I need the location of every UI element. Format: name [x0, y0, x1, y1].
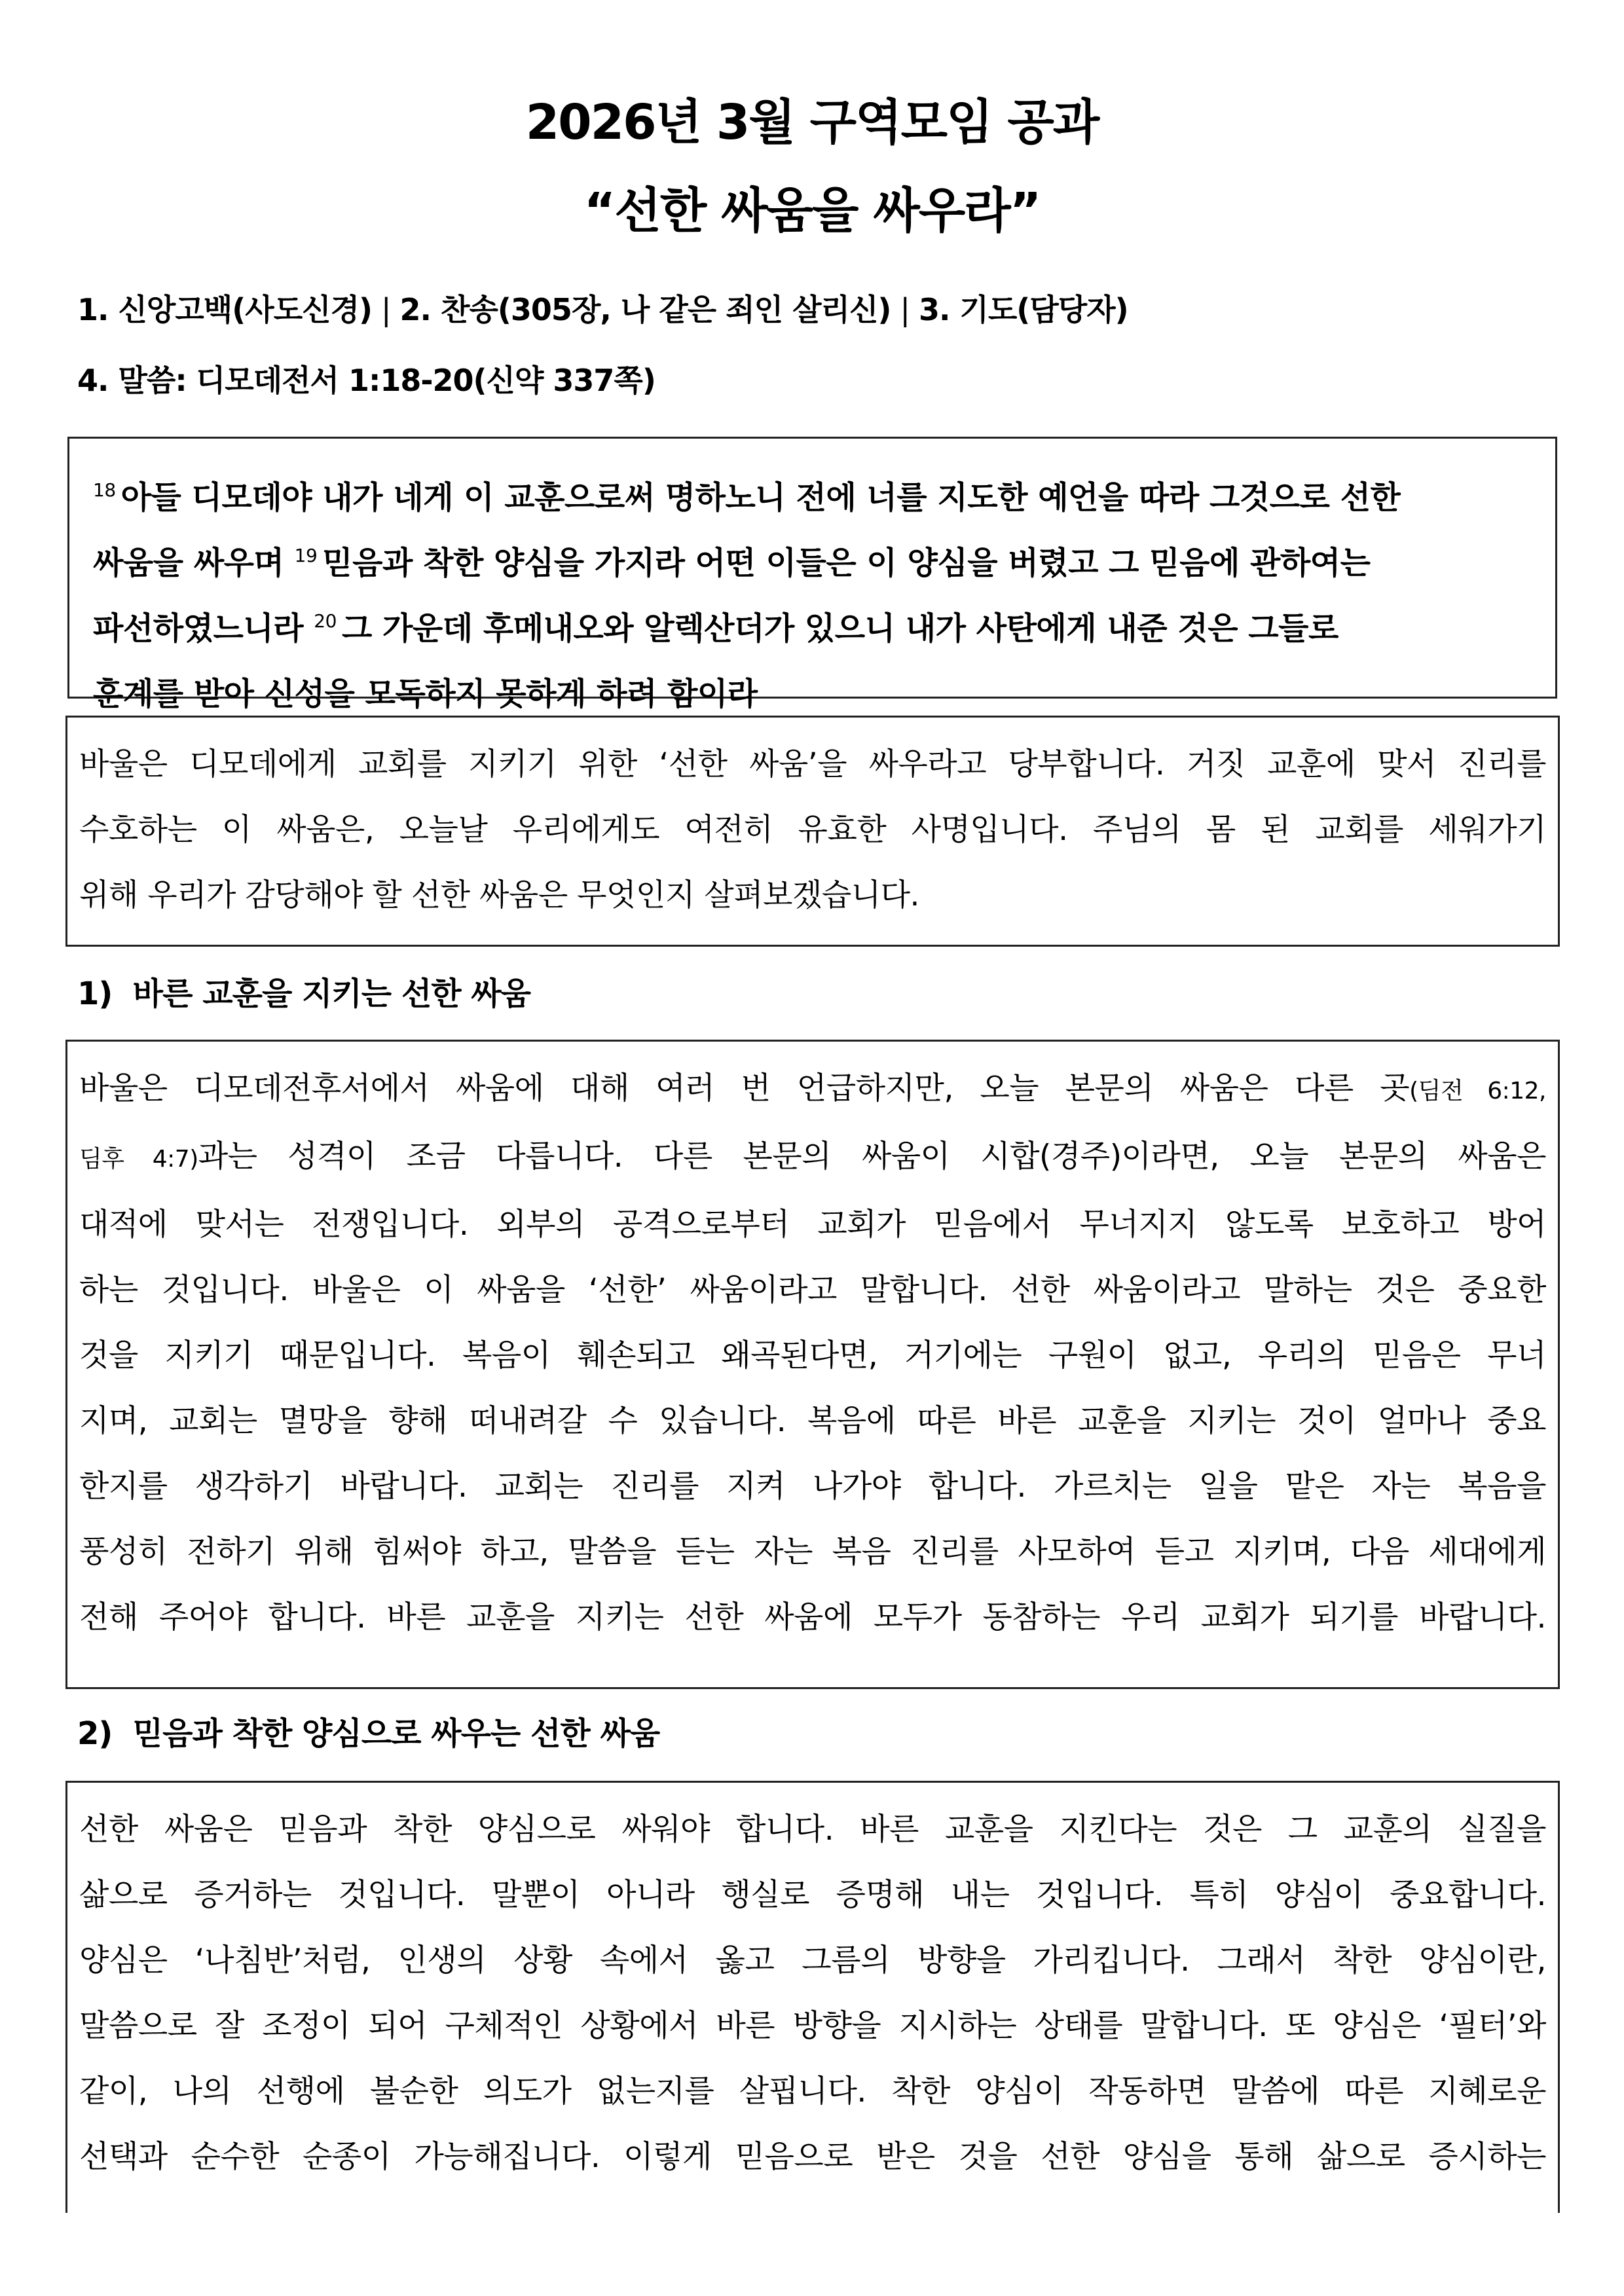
- order-separator: |: [900, 292, 910, 327]
- section-1-line: 대적에 맞서는 전쟁입니다. 외부의 공격으로부터 교회가 믿음에서 무너지지 않도록 보호하고 방어: [79, 1207, 1546, 1243]
- intro-line: 바울은 디모데에게 교회를 지키기 위한 ‘선한 싸움’을 싸우라고 당부합니다. 거짓 교훈에 맞서 진리를: [79, 746, 1546, 782]
- intro-box: [65, 716, 1560, 947]
- section-2-line: 선택과 순수한 순종이 가능해집니다. 이렇게 믿음으로 받은 것을 선한 양심을 통해 삶으로 증시하는: [79, 2139, 1546, 2175]
- intro-line: 수호하는 이 싸움은, 오늘날 우리에게도 여전히 유효한 사명입니다. 주님의 몸 된 교회를 세워가기: [79, 812, 1546, 848]
- order-item-scripture-reference: 4. 말씀: 디모데전서 1:18-20(신약 337쪽): [77, 363, 655, 398]
- verse-number: 19: [294, 545, 318, 566]
- document-subtitle: “선한 싸움을 싸우라”: [583, 183, 1041, 239]
- order-item-hymn: 2. 찬송(305장, 나 같은 죄인 살리신): [399, 292, 891, 327]
- intro-line: 위해 우리가 감당해야 할 선한 싸움은 무엇인지 살펴보겠습니다.: [79, 877, 919, 913]
- section-2-line: 양심은 ‘나침반’처럼, 인생의 상황 속에서 옳고 그름의 방향을 가리킵니다. 그래서 착한 양심이란,: [79, 1942, 1546, 1978]
- bible-reference: 딤후 4:7): [79, 1146, 198, 1173]
- order-separator: |: [381, 292, 391, 327]
- scripture-line: 훈계를 받아 신성을 모독하지 못하게 하려 함이라: [93, 676, 758, 712]
- section-2-line: 말씀으로 잘 조정이 되어 구체적인 상황에서 바른 방향을 지시하는 상태를 말합니다. 또 양심은 ‘필터’와: [79, 2008, 1546, 2044]
- bible-reference: (딤전 6:12,: [1409, 1078, 1546, 1104]
- section-1-line: 풍성히 전하기 위해 힘써야 하고, 말씀을 듣는 자는 복음 진리를 사모하여 듣고 지키며, 다음 세대에게: [79, 1534, 1546, 1570]
- order-item-prayer: 3. 기도(담당자): [918, 292, 1128, 327]
- section-1-line: 한지를 생각하기 바랍니다. 교회는 진리를 지켜 나가야 합니다. 가르치는 일을 맡은 자는 복음을: [79, 1468, 1546, 1504]
- section-2-heading: 2) 믿음과 착한 양심으로 싸우는 선한 싸움: [77, 1715, 660, 1752]
- section-1-line: 것을 지키기 때문입니다. 복음이 훼손되고 왜곡된다면, 거기에는 구원이 없고, 우리의 믿음은 무너: [79, 1338, 1546, 1374]
- section-2-box: [65, 1781, 1560, 2213]
- section-1-heading: 1) 바른 교훈을 지키는 선한 싸움: [77, 975, 531, 1012]
- section-1-line: 딤후 4:7)과는 성격이 조금 다릅니다. 다른 본문의 싸움이 시합(경주)이라면, 오늘 본문의 싸움은: [79, 1139, 1546, 1175]
- section-1-line: 지며, 교회는 멸망을 향해 떠내려갈 수 있습니다. 복음에 따른 바른 교훈을 지키는 것이 얼마나 중요: [79, 1403, 1546, 1439]
- section-1-line: 하는 것입니다. 바울은 이 싸움을 ‘선한’ 싸움이라고 말합니다. 선한 싸움이라고 말하는 것은 중요한: [79, 1272, 1546, 1308]
- verse-number: 18: [93, 479, 116, 501]
- section-1-box: [65, 1040, 1560, 1689]
- scripture-line: 파선하였느니라 $^{20}$ 그 가운데 후메내오와 알렉산더가 있으니 내가 사탄에게 내준 것은 그들로: [93, 610, 1338, 647]
- section-1-line: 바울은 디모데전후서에서 싸움에 대해 여러 번 언급하지만, 오늘 본문의 싸움은 다른 곳(딤전 6:12,: [79, 1070, 1546, 1106]
- verse-number: 20: [314, 610, 337, 632]
- section-2-line: 삶으로 증거하는 것입니다. 말뿐이 아니라 행실로 증명해 내는 것입니다. 특히 양심이 중요합니다.: [79, 1877, 1546, 1913]
- section-1-line: 전해 주어야 합니다. 바른 교훈을 지키는 선한 싸움에 모두가 동참하는 우리 교회가 되기를 바랍니다.: [79, 1599, 1546, 1635]
- section-2-line: 선한 싸움은 믿음과 착한 양심으로 싸워야 합니다. 바른 교훈을 지킨다는 것은 그 교훈의 실질을: [79, 1812, 1546, 1848]
- section-2-line: 같이, 나의 선행에 불순한 의도가 없는지를 살핍니다. 착한 양심이 작동하면 말씀에 따른 지혜로운: [79, 2073, 1546, 2109]
- order-of-service: [77, 292, 1128, 327]
- order-item-creed: 1. 신앙고백(사도신경): [77, 292, 373, 327]
- scripture-line: 싸움을 싸우며 $^{19}$ 믿음과 착한 양심을 가지라 어떤 이들은 이 양심을 버렸고 그 믿음에 관하여는: [93, 545, 1371, 581]
- document-title: 2026년 3월 구역모임 공과: [525, 94, 1099, 151]
- scripture-box: [67, 437, 1557, 712]
- scripture-line: $^{18}$ 아들 디모데야 내가 네게 이 교훈으로써 명하노니 전에 너를 지도한 예언을 따라 그것으로 선한: [93, 479, 1401, 516]
